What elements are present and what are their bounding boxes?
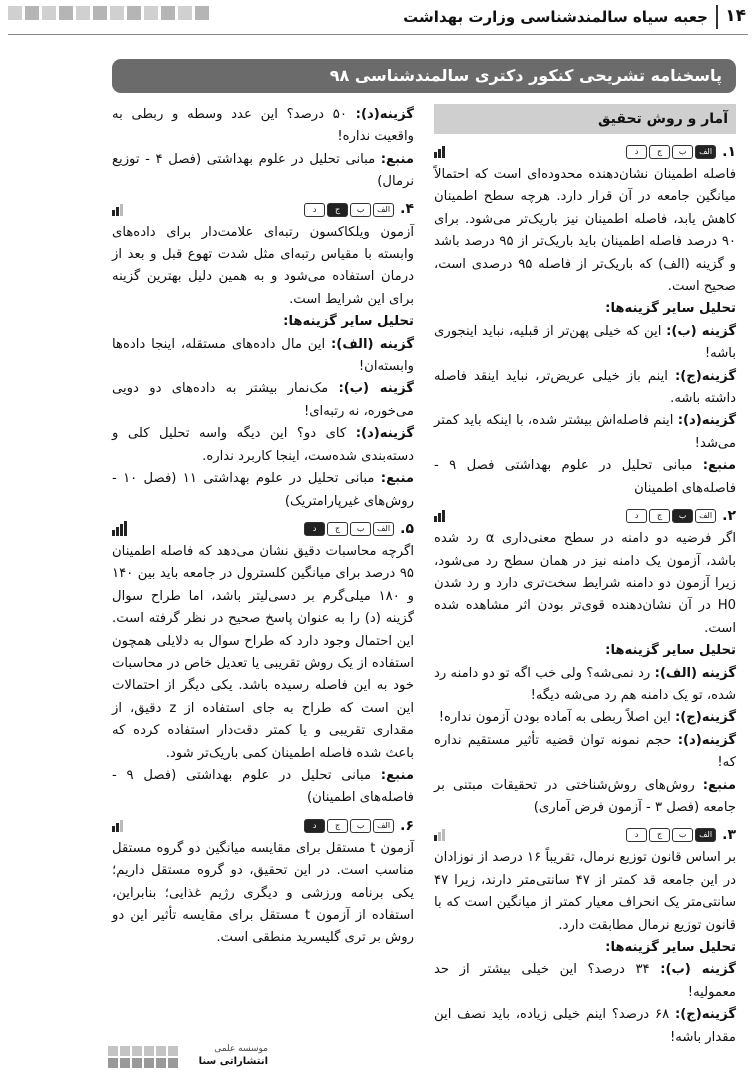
analysis-item <box>434 410 736 455</box>
option-text: حجم نمونه توان قضیه تأثیر مستقیم نداره که! <box>434 732 736 771</box>
option-label: گزینه (ب): <box>338 381 414 397</box>
source-label: منبع: <box>380 471 415 487</box>
option-box: ب <box>350 819 371 833</box>
question-header-6 <box>112 814 414 838</box>
option-label: گزینه(د): <box>355 426 414 442</box>
answer-options <box>304 522 394 536</box>
option-text: ۶۸ درصد؟ اینم خیلی زیاده، باید نصف این مقدار باشه! <box>434 1007 736 1045</box>
question-number: ۴. <box>400 201 414 218</box>
option-label: گزینه(ج): <box>674 368 736 384</box>
option-box: ج <box>327 522 348 536</box>
option-label: گزینه (ب): <box>666 323 736 339</box>
source-label: منبع: <box>702 458 736 474</box>
question-header-5 <box>112 517 414 541</box>
option-text: مک‌نمار بیشتر به داده‌های دو دویی می‌خوره، نه رتبه‌ای! <box>112 381 414 419</box>
option-box: ب <box>350 203 371 217</box>
difficulty-icon <box>434 829 445 841</box>
analysis-item <box>434 321 736 366</box>
option-text: اینم باز خیلی عریض‌تر، نباید اینقد فاصله داشته باشه. <box>434 368 736 407</box>
option-box: د <box>304 203 325 217</box>
option-box: ب <box>672 145 693 159</box>
analysis-item <box>434 707 736 729</box>
answer-body: فاصله اطمینان نشان‌دهنده محدوده‌ای است که احتمالاً میانگین جامعه در آن قرار دارد. هرچه سطح اطمینان کاهش یابد، فاصله اطمینان نیز باریک‌تر می‌شود. برای ۹۰ درصد فاصله اطمینان باید باریک‌تر از ۹۵ درصد باشد و گزینه (الف) که باریک‌تر از فاصله ۹۵ درصدی است، صحیح است. <box>434 167 736 295</box>
question-header-1 <box>434 140 736 164</box>
source-label: منبع: <box>702 777 736 793</box>
source-text: مبانی تحلیل در علوم بهداشتی (فصل ۴ - توزیع نرمال) <box>112 151 414 190</box>
option-box: د <box>626 509 647 523</box>
analysis-item <box>434 663 736 708</box>
question-number: ۵. <box>400 520 414 537</box>
source-line <box>434 455 736 500</box>
analysis-item <box>112 378 414 423</box>
page-number: ۱۴ <box>725 6 746 26</box>
analysis-title: تحلیل سایر گزینه‌ها: <box>605 940 736 955</box>
answer-options <box>304 203 394 217</box>
option-text: کای دو؟ این دیگه واسه تحلیل کلی و دسته‌بندی شده‌ست، اینجا کاربرد نداره. <box>112 426 414 464</box>
answer-options <box>626 145 716 159</box>
source-text: روش‌های روش‌شناختی در تحقیقات مبتنی بر جامعه (فصل ۳ - آزمون فرض آماری) <box>434 777 736 815</box>
option-text: این که خیلی پهن‌تر از قبلیه، نباید اینجوری باشه! <box>434 323 736 362</box>
source-text: مبانی تحلیل در علوم بهداشتی (فصل ۹ - فاصله‌های اطمینان) <box>112 767 414 806</box>
difficulty-icon <box>112 820 123 832</box>
question-number: ۲. <box>722 507 736 524</box>
publisher-line1: موسسه علمی <box>214 1044 268 1054</box>
source-line <box>112 149 414 194</box>
option-box: ب <box>672 509 693 523</box>
analysis-title: تحلیل سایر گزینه‌ها: <box>605 301 736 317</box>
option-text: این اصلاً ربطی به آماده بودن آزمون نداره! <box>438 710 675 726</box>
option-text: این مال داده‌های مستقله، اینجا داده‌ها وابسته‌ان! <box>112 336 414 375</box>
analysis-item <box>434 366 736 411</box>
analysis-item <box>112 423 414 468</box>
answer-options <box>626 509 716 523</box>
analysis-title: تحلیل سایر گزینه‌ها: <box>283 314 414 330</box>
option-text: رد نمی‌شه؟ ولی خب اگه تو دو دامنه رد شده، تو یک دامنه هم رد می‌شه دیگه! <box>434 665 736 703</box>
option-box: د <box>304 522 325 536</box>
difficulty-icon <box>112 521 127 536</box>
option-box: الف <box>373 819 394 833</box>
header-decoration <box>8 6 209 20</box>
header-separator <box>716 5 718 29</box>
left-column <box>112 104 414 950</box>
option-box: الف <box>695 145 716 159</box>
option-label: گزینه (الف): <box>331 336 414 352</box>
option-box: الف <box>695 509 716 523</box>
answer-body: اگر فرضیه دو دامنه در سطح معنی‌داری α رد شده باشد، آزمون یک دامنه نیز در همان سطح رد می‌شود، زیرا آزمون دو دامنه شرایط سخت‌تری دارد و رد شدن H0 در آن نشان‌دهنده قوی‌تر بودن اثر مشاهده شده است. <box>434 531 736 636</box>
publisher-footer <box>108 1042 268 1072</box>
option-box: ب <box>350 522 371 536</box>
source-label: منبع: <box>380 767 415 783</box>
analysis-item <box>434 1004 736 1049</box>
option-text: ۳۴ درصد؟ این خیلی بیشتر از حد معمولیه! <box>434 962 736 1000</box>
source-label: منبع: <box>380 151 414 167</box>
analysis-item <box>112 104 414 149</box>
question-number: ۱. <box>722 143 736 160</box>
question-header-2 <box>434 504 736 528</box>
option-label: گزینه (الف): <box>654 665 736 681</box>
question-number: ۳. <box>722 827 736 844</box>
answer-body: آزمون t مستقل برای مقایسه میانگین دو گروه مستقل مناسب است. در این تحقیق، دو گروه مستقل داریم؛ یکی برنامه ورزشی و دیگری رژیم غذایی؛ بنابراین، استفاده از آزمون t مستقل برای مقایسه تأثیر این دو روش بر تری گلیسرید منطقی است. <box>112 840 414 946</box>
option-box: ج <box>649 828 670 842</box>
answer-body: آزمون ویلکاکسون رتبه‌ای علامت‌دار برای داده‌های وابسته با مقیاس رتبه‌ای مثل شدت تهوع قبل و بعد از درمان استفاده می‌شود و به همین دلیل بهترین گزینه برای این شرایط است. <box>112 224 414 307</box>
difficulty-icon <box>434 146 445 158</box>
option-label: گزینه(د): <box>355 107 414 122</box>
answer-body: اگرچه محاسبات دقیق نشان می‌دهد که فاصله اطمینان ۹۵ درصد برای میانگین کلسترول در جامعه باید بین ۱۴۰ و ۱۸۰ میلی‌گرم بر دسی‌لیتر باشد، اما طراح سوال گزینه (د) را به عنوان پاسخ صحیح در نظر گرفته است. این احتمال وجود دارد که طراح سوال به دلایلی همچون استفاده از یک روش تقریبی یا تعدیل خاص در محاسبات خود به این فاصله رسیده باشد. یکی دیگر از احتمالات این است که طراح به جای استفاده از z دقیق، از مقداری تقریبی و یا کمتر دقت‌دار استفاده کرده که باعث شده فاصله اطمینان کمی باریک‌تر شود. <box>112 543 414 761</box>
analysis-item <box>112 334 414 379</box>
option-box: ج <box>649 509 670 523</box>
option-label: گزینه (ب): <box>660 962 736 978</box>
question-number: ۶. <box>400 817 414 834</box>
option-box: ب <box>672 828 693 842</box>
answer-options <box>626 828 716 842</box>
difficulty-icon <box>434 510 445 522</box>
analysis-title: تحلیل سایر گزینه‌ها: <box>605 643 736 659</box>
page-banner: پاسخنامه تشریحی کنکور دکتری سالمندشناسی ۹۸ <box>112 59 736 93</box>
difficulty-icon <box>112 204 123 216</box>
analysis-item <box>434 730 736 775</box>
header-rule <box>8 34 748 35</box>
option-box: الف <box>373 522 394 536</box>
option-text: اینم فاصله‌اش بیشتر شده، با اینکه باید کمتر می‌شد! <box>434 413 736 451</box>
section-title: آمار و روش تحقیق <box>434 104 736 134</box>
source-line <box>112 468 414 513</box>
option-box: د <box>626 828 647 842</box>
source-line <box>112 765 414 810</box>
page-header <box>0 0 756 36</box>
publisher-line2: انتشاراتی سنا <box>198 1056 268 1067</box>
option-label: گزینه(ج): <box>674 1007 736 1023</box>
question-header-3 <box>434 823 736 847</box>
option-box: الف <box>695 828 716 842</box>
option-label: گزینه(ج): <box>674 710 736 726</box>
question-header-4 <box>112 198 414 222</box>
option-box: الف <box>373 203 394 217</box>
answer-body: بر اساس قانون توزیع نرمال، تقریباً ۱۶ درصد از نوزادان در این جامعه قد کمتر از ۴۷ سانتی‌متر دارند، زیرا ۴۷ سانتی‌متر یک انحراف معیار کمتر از میانگین است که با قانون توزیع نرمال مطابقت دارد. <box>434 850 736 933</box>
analysis-item <box>434 959 736 1004</box>
option-box: ج <box>327 203 348 217</box>
option-box: د <box>626 145 647 159</box>
footer-decoration <box>108 1046 178 1056</box>
source-line <box>434 775 736 820</box>
header-title: جعبه سیاه سالمندشناسی وزارت بهداشت <box>403 8 708 26</box>
option-box: ج <box>327 819 348 833</box>
source-text: مبانی تحلیل در علوم بهداشتی ۱۱ (فصل ۱۰ - روش‌های غیرپارامتریک) <box>112 471 414 509</box>
option-label: گزینه(د): <box>677 413 736 429</box>
option-box: ج <box>649 145 670 159</box>
right-column <box>434 104 736 1049</box>
source-text: مبانی تحلیل در علوم بهداشتی فصل ۹ - فاصله‌های اطمینان <box>434 458 736 496</box>
option-text: ۵۰ درصد؟ این عدد وسطه و ربطی به واقعیت نداره! <box>112 107 414 145</box>
option-box: د <box>304 819 325 833</box>
footer-decoration <box>108 1058 178 1068</box>
option-label: گزینه(د): <box>677 732 736 748</box>
answer-options <box>304 819 394 833</box>
